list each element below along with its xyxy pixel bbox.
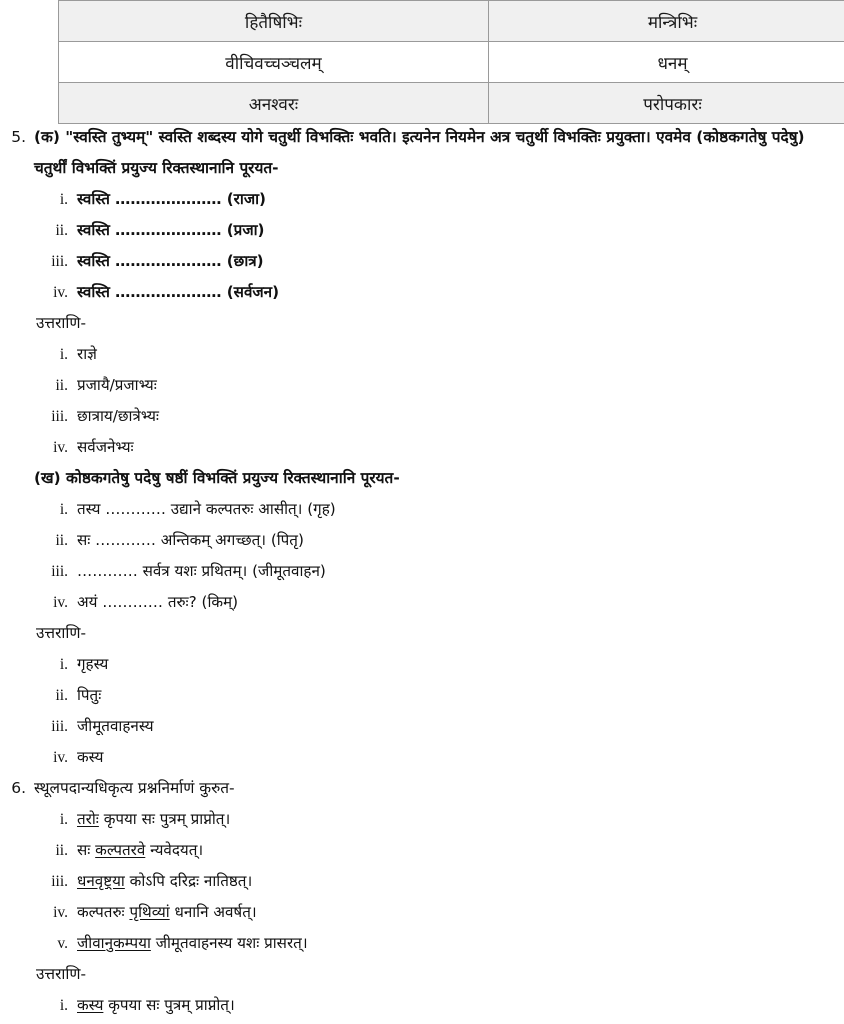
- list-item-text: स्वस्ति ………………… (राजा): [77, 190, 266, 208]
- question-5a-answers: [34, 339, 832, 463]
- vocab-table: [58, 0, 844, 124]
- list-item-text: ………… सर्वत्र यशः प्रथितम्। (जीमूतवाहन): [77, 562, 326, 580]
- list-item-text: कस्य: [77, 748, 104, 766]
- question-5a-items: [34, 184, 832, 308]
- list-item: [34, 897, 832, 928]
- item-prefix: सः: [77, 841, 96, 859]
- list-item: [34, 990, 832, 1021]
- list-item-text: सर्वजनेभ्यः: [77, 438, 134, 456]
- table-cell: मन्त्रिभिः: [489, 1, 844, 42]
- list-marker: ii.: [55, 377, 68, 394]
- list-marker: iv.: [53, 284, 68, 301]
- question-6: [0, 773, 844, 1021]
- list-item: [34, 277, 832, 308]
- list-item-text: राज्ञे: [77, 345, 97, 363]
- list-item: [34, 556, 832, 587]
- list-marker: iii.: [51, 563, 68, 580]
- list-item-text: पितुः: [77, 686, 102, 704]
- list-item-text: जीमूतवाहनस्य: [77, 717, 154, 735]
- list-item: [34, 339, 832, 370]
- vocab-table-body: [59, 1, 844, 124]
- document-content: [0, 122, 844, 1021]
- list-item: [34, 370, 832, 401]
- list-marker: ii.: [55, 222, 68, 239]
- item-rest: कृपया सः पुत्रम् प्राप्नोत्।: [103, 996, 235, 1014]
- list-item: [34, 680, 832, 711]
- list-marker: iv.: [53, 749, 68, 766]
- list-item-text: स्वस्ति ………………… (सर्वजन): [77, 283, 280, 301]
- underlined-word: कस्य: [77, 996, 104, 1014]
- question-5a-text: (क) "स्वस्ति तुभ्यम्" स्वस्ति शब्दस्य योगे चतुर्थी विभक्तिः भवति। इत्यनेन नियमेन अत्र चतुर्थी विभक्तिः प्रयुक्ता। एवमेव (कोष्ठकगतेषु पदेषु) चतुर्थीं विभक्तिं प्रयुज्य रिक्तस्थानानि पूरयत-: [34, 128, 805, 177]
- list-item: [34, 184, 832, 215]
- list-marker: i.: [59, 997, 68, 1014]
- list-item-text: तस्य ………… उद्याने कल्पतरुः आसीत्। (गृह): [77, 500, 336, 518]
- table-row: [59, 83, 844, 124]
- list-item-text: [77, 928, 832, 959]
- list-item: [34, 246, 832, 277]
- list-item-text: [77, 990, 832, 1021]
- table-row: [59, 42, 844, 83]
- list-item: [34, 742, 832, 773]
- question-6-heading: स्थूलपदान्यधिकृत्य प्रश्ननिर्माणं कुरुत-: [34, 779, 235, 797]
- list-marker: ii.: [55, 687, 68, 704]
- list-item-text: प्रजायै/प्रजाभ्यः: [77, 376, 157, 394]
- list-item: [34, 494, 832, 525]
- list-item-text: स्वस्ति ………………… (छात्र): [77, 252, 264, 270]
- list-item-text: [77, 804, 832, 835]
- list-item-text: स्वस्ति ………………… (प्रजा): [77, 221, 265, 239]
- list-item: [34, 866, 832, 897]
- list-marker: ii.: [55, 532, 68, 549]
- list-item-text: [77, 866, 832, 897]
- list-item-text: सः ………… अन्तिकम् अगच्छत्। (पितृ): [77, 531, 304, 549]
- question-5a-answers-label: उत्तराणि-: [36, 314, 87, 332]
- list-marker: iv.: [53, 594, 68, 611]
- underlined-word: पृथिव्यां: [129, 903, 170, 921]
- question-5-row: [0, 122, 844, 773]
- table-cell: हितैषिभिः: [59, 1, 489, 42]
- item-rest: जीमूतवाहनस्य यशः प्रासरत्।: [150, 934, 308, 952]
- list-marker: iii.: [51, 718, 68, 735]
- list-marker: ii.: [55, 842, 68, 859]
- list-item: [34, 711, 832, 742]
- list-marker: i.: [59, 501, 68, 518]
- list-item-text: [77, 897, 832, 928]
- list-item: [34, 215, 832, 246]
- list-item: [34, 804, 832, 835]
- question-5b-answers-label: उत्तराणि-: [36, 624, 87, 642]
- list-marker: iv.: [53, 439, 68, 456]
- question-6-answers: [34, 990, 832, 1021]
- list-item: [34, 587, 832, 618]
- list-item-text: गृहस्य: [77, 655, 109, 673]
- list-item: [34, 649, 832, 680]
- question-6-items: [34, 804, 832, 959]
- list-item: [34, 432, 832, 463]
- list-marker: iii.: [51, 253, 68, 270]
- question-6-number: 6.: [11, 779, 26, 797]
- list-item: [34, 835, 832, 866]
- question-5-number: 5.: [11, 128, 26, 146]
- list-item: [34, 928, 832, 959]
- list-marker: iii.: [51, 873, 68, 890]
- underlined-word: जीवानुकम्पया: [77, 934, 151, 952]
- question-6-answers-label: उत्तराणि-: [36, 965, 87, 983]
- underlined-word: तरोः: [77, 810, 99, 828]
- item-rest: न्यवेदयत्।: [145, 841, 204, 859]
- question-5b-items: [34, 494, 832, 618]
- question-6-body: [34, 773, 844, 1021]
- underlined-word: धनवृष्ट्या: [77, 872, 125, 890]
- list-item: [34, 401, 832, 432]
- item-rest: कृपया सः पुत्रम् प्राप्नोत्।: [98, 810, 231, 828]
- question-6-row: [0, 773, 844, 1021]
- question-5b-text: (ख) कोष्ठकगतेषु पदेषु षष्ठीं विभक्तिं प्रयुज्य रिक्तस्थानानि पूरयत-: [34, 469, 400, 487]
- list-marker: i.: [59, 811, 68, 828]
- list-item-text: [77, 835, 832, 866]
- underlined-word: कल्पतरवे: [95, 841, 146, 859]
- table-cell: परोपकारः: [489, 83, 844, 124]
- list-item-text: छात्राय/छात्रेभ्यः: [77, 407, 159, 425]
- list-marker: i.: [59, 656, 68, 673]
- list-marker: iii.: [51, 408, 68, 425]
- list-item-text: अयं ………… तरुः? (किम्): [77, 593, 239, 611]
- table-row: [59, 1, 844, 42]
- item-rest: कोऽपि दरिद्रः नातिष्ठत्।: [124, 872, 253, 890]
- list-marker: i.: [59, 346, 68, 363]
- item-rest: धनानि अवर्षत्।: [169, 903, 257, 921]
- question-5: [0, 122, 844, 773]
- table-cell: धनम्: [489, 42, 844, 83]
- item-prefix: कल्पतरुः: [77, 903, 130, 921]
- list-marker: iv.: [53, 904, 68, 921]
- table-cell: अनश्वरः: [59, 83, 489, 124]
- question-5b-answers: [34, 649, 832, 773]
- table-cell: वीचिवच्चञ्चलम्: [59, 42, 489, 83]
- list-item: [34, 525, 832, 556]
- list-marker: i.: [59, 191, 68, 208]
- list-marker: v.: [57, 935, 68, 952]
- question-5-body: [34, 122, 844, 773]
